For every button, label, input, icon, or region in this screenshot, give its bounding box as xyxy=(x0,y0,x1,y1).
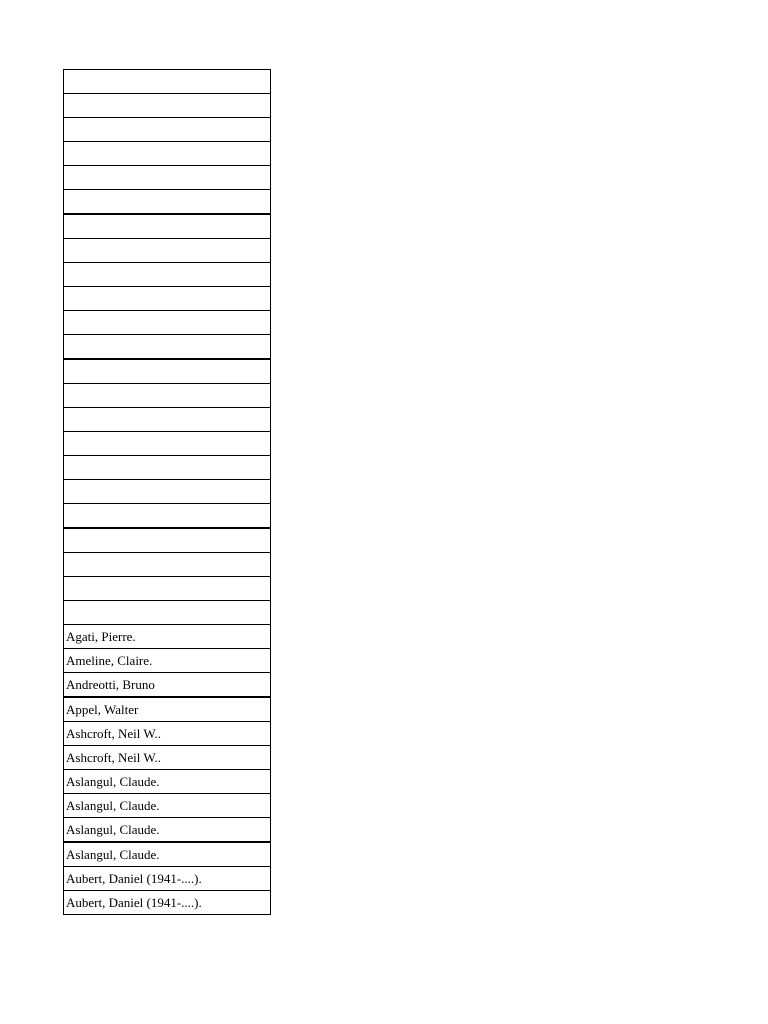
table-row xyxy=(64,528,271,553)
table-row xyxy=(64,842,271,867)
author-cell xyxy=(64,239,271,263)
author-cell: Ashcroft, Neil W.. xyxy=(64,722,271,746)
table-row xyxy=(64,118,271,142)
table-row xyxy=(64,818,271,843)
table-row xyxy=(64,697,271,722)
table-row xyxy=(64,384,271,408)
table-row xyxy=(64,891,271,915)
table-row xyxy=(64,770,271,794)
author-cell xyxy=(64,335,271,360)
author-cell xyxy=(64,480,271,504)
table-row xyxy=(64,867,271,891)
author-cell: Aslangul, Claude. xyxy=(64,842,271,867)
table-row xyxy=(64,722,271,746)
author-cell xyxy=(64,577,271,601)
table-row xyxy=(64,456,271,480)
author-cell: Agati, Pierre. xyxy=(64,625,271,649)
author-cell xyxy=(64,190,271,215)
table-row xyxy=(64,94,271,118)
table-row xyxy=(64,504,271,529)
table-row xyxy=(64,142,271,166)
author-cell xyxy=(64,456,271,480)
table-row xyxy=(64,214,271,239)
author-cell: Aslangul, Claude. xyxy=(64,770,271,794)
table-row xyxy=(64,70,271,94)
author-table-body xyxy=(64,70,271,915)
table-row xyxy=(64,746,271,770)
author-cell: Appel, Walter xyxy=(64,697,271,722)
author-cell: Ashcroft, Neil W.. xyxy=(64,746,271,770)
author-cell xyxy=(64,70,271,94)
table-row xyxy=(64,794,271,818)
table-row xyxy=(64,480,271,504)
author-cell xyxy=(64,118,271,142)
author-cell xyxy=(64,384,271,408)
author-cell xyxy=(64,504,271,529)
author-cell xyxy=(64,408,271,432)
author-cell: Aubert, Daniel (1941-....). xyxy=(64,891,271,915)
table-row xyxy=(64,601,271,625)
author-cell: Aubert, Daniel (1941-....). xyxy=(64,867,271,891)
author-cell xyxy=(64,94,271,118)
table-row xyxy=(64,359,271,384)
author-cell: Aslangul, Claude. xyxy=(64,818,271,843)
author-cell xyxy=(64,166,271,190)
table-row xyxy=(64,408,271,432)
author-cell: Andreotti, Bruno xyxy=(64,673,271,698)
author-cell xyxy=(64,601,271,625)
table-row xyxy=(64,649,271,673)
table-row xyxy=(64,287,271,311)
author-cell xyxy=(64,432,271,456)
author-cell xyxy=(64,553,271,577)
author-cell xyxy=(64,214,271,239)
author-cell xyxy=(64,263,271,287)
table-row xyxy=(64,239,271,263)
table-row xyxy=(64,263,271,287)
author-cell xyxy=(64,287,271,311)
table-row xyxy=(64,553,271,577)
author-cell xyxy=(64,311,271,335)
table-row xyxy=(64,577,271,601)
table-row xyxy=(64,673,271,698)
table-row xyxy=(64,335,271,360)
author-cell xyxy=(64,142,271,166)
author-cell: Aslangul, Claude. xyxy=(64,794,271,818)
table-row xyxy=(64,166,271,190)
author-table xyxy=(63,69,271,915)
author-cell: Ameline, Claire. xyxy=(64,649,271,673)
author-cell xyxy=(64,359,271,384)
table-row xyxy=(64,190,271,215)
table-row xyxy=(64,311,271,335)
table-row xyxy=(64,625,271,649)
table-row xyxy=(64,432,271,456)
author-cell xyxy=(64,528,271,553)
